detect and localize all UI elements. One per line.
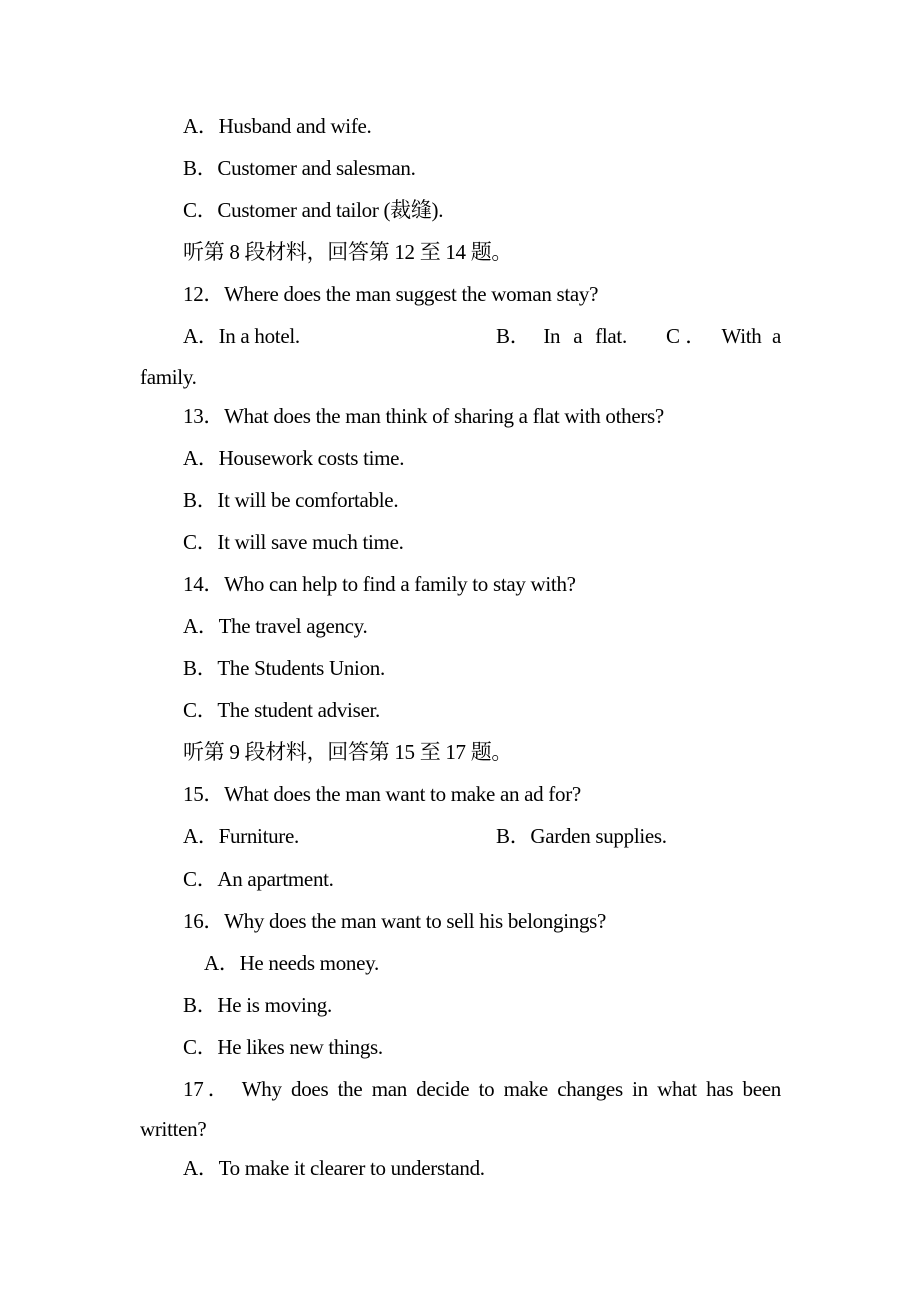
q16-question: 16．Why does the man want to sell his belongings? [183,909,607,933]
q17-question: 17． Why does the man decide to make changes in what has been [183,1077,781,1101]
q13-option-b: B．It will be comfortable. [183,488,399,512]
q15-question: 15．What does the man want to make an ad for? [183,782,581,806]
q13-option-a: A．Housework costs time. [183,446,405,470]
q14-option-c: C．The student adviser. [183,698,380,722]
q13-question: 13．What does the man think of sharing a flat with others? [183,404,664,428]
q12-option-c-continued: family. [140,365,197,389]
q16-option-b: B．He is moving. [183,993,332,1017]
q12-option-c: C． With a [666,324,781,348]
q14-option-a: A．The travel agency. [183,614,368,638]
q15-option-a: A．Furniture. [183,824,299,848]
section-9-heading: 听第 9 段材料，回答第 15 至 17 题。 [183,740,513,764]
q13-option-c: C．It will save much time. [183,530,404,554]
q16-option-a: A．He needs money. [204,951,379,975]
q12-option-b: B． In a flat. [496,324,627,348]
q15-option-c: C．An apartment. [183,867,334,891]
q15-option-b: B．Garden supplies. [496,824,667,848]
q17-option-a: A．To make it clearer to understand. [183,1156,485,1180]
q11-option-b: B．Customer and salesman. [183,156,416,180]
q16-option-c: C．He likes new things. [183,1035,383,1059]
q14-option-b: B．The Students Union. [183,656,385,680]
q14-question: 14．Who can help to find a family to stay with? [183,572,576,596]
section-8-heading: 听第 8 段材料，回答第 12 至 14 题。 [183,240,513,264]
q11-option-a: A．Husband and wife. [183,114,372,138]
q12-question: 12．Where does the man suggest the woman stay? [183,282,599,306]
q17-question-continued: written? [140,1117,207,1141]
q11-option-c: C．Customer and tailor (裁缝). [183,198,444,222]
q12-option-a: A．In a hotel. [183,324,300,348]
